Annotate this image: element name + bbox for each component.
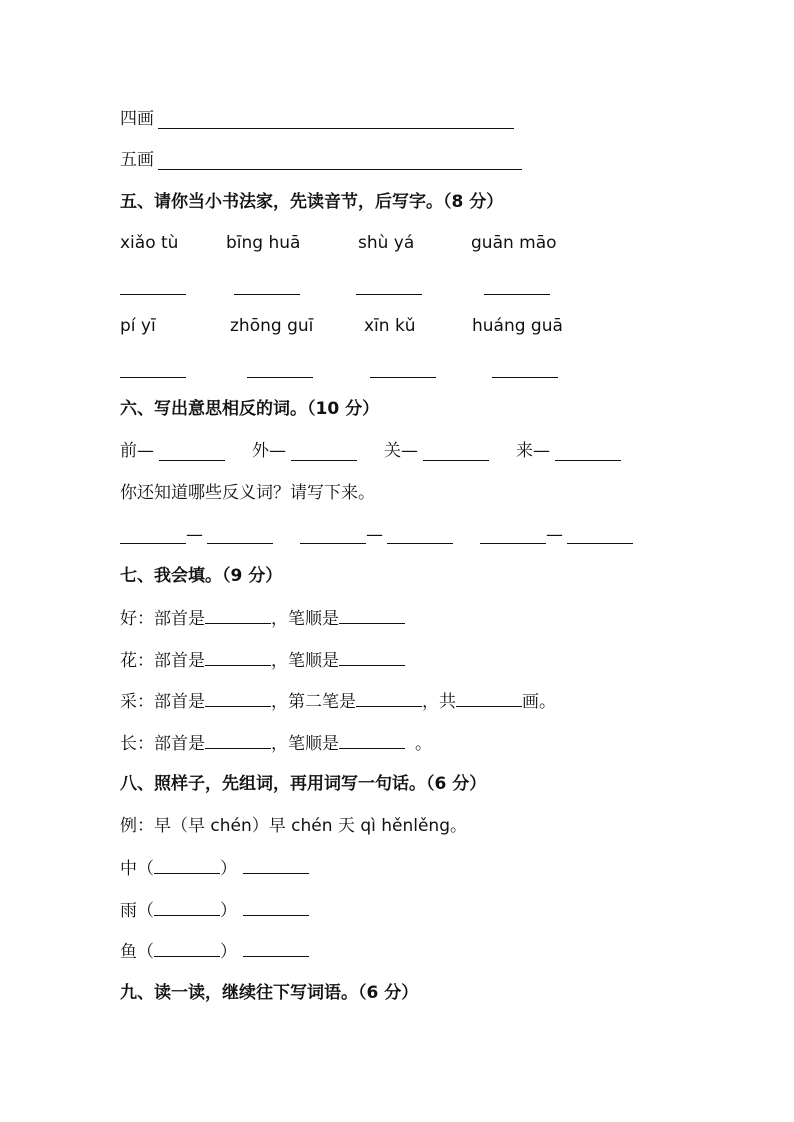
pinyin: guān māo <box>471 233 557 253</box>
paren-close: ） <box>220 901 237 921</box>
section-heading: 八、照样子，先组词，再用词写一句话。（6 分） <box>120 774 487 794</box>
pinyin: pí yī <box>120 316 156 336</box>
pinyin: zhōng guī <box>230 316 314 336</box>
fill-text: 笔顺是 <box>288 734 339 754</box>
paren-close: ） <box>220 942 237 962</box>
pinyin: bīng huā <box>226 233 301 253</box>
fill-text: 共 <box>439 692 456 712</box>
antonym-prompt: 关— <box>384 441 418 461</box>
answer-line[interactable] <box>120 294 186 295</box>
answer-blank[interactable] <box>243 897 309 916</box>
answer-blank[interactable] <box>205 688 271 707</box>
antonym-prompt: 外— <box>252 441 286 461</box>
fill-row <box>120 688 556 715</box>
answer-line[interactable] <box>158 169 522 170</box>
answer-line[interactable] <box>158 128 514 129</box>
answer-blank[interactable] <box>154 897 220 916</box>
section-heading: 七、我会填。（9 分） <box>120 566 283 586</box>
answer-line[interactable] <box>291 460 357 461</box>
answer-blank[interactable] <box>205 647 271 666</box>
fill-text: ， <box>271 692 288 712</box>
answer-blank[interactable] <box>243 938 309 957</box>
answer-line[interactable] <box>370 377 436 378</box>
fill-text: 笔顺是 <box>288 609 339 629</box>
fill-text: 。 <box>415 734 432 754</box>
answer-line[interactable] <box>555 460 621 461</box>
answer-blank[interactable] <box>243 855 309 874</box>
answer-line[interactable] <box>480 543 546 544</box>
dash: — <box>366 525 383 545</box>
word-row <box>120 897 309 924</box>
answer-blank[interactable] <box>154 855 220 874</box>
section-heading: 五、请你当小书法家，先读音节，后写字。（8 分） <box>120 192 504 212</box>
answer-blank[interactable] <box>356 688 422 707</box>
pinyin: xīn kǔ <box>364 316 416 336</box>
answer-line[interactable] <box>423 460 489 461</box>
paren-close: ） <box>220 859 237 879</box>
antonym-prompt: 前— <box>120 441 154 461</box>
section-heading: 九、读一读，继续往下写词语。（6 分） <box>120 983 419 1003</box>
answer-line[interactable] <box>234 294 300 295</box>
fill-row <box>120 605 405 632</box>
stroke-label: 五画 <box>120 150 154 170</box>
fill-text: 部首是 <box>154 609 205 629</box>
fill-text: 部首是 <box>154 651 205 671</box>
pinyin: huáng guā <box>472 316 563 336</box>
fill-text: ， <box>422 692 439 712</box>
section-heading: 六、写出意思相反的词。（10 分） <box>120 399 380 419</box>
answer-line[interactable] <box>120 543 186 544</box>
answer-blank[interactable] <box>154 938 220 957</box>
fill-text: 部首是 <box>154 734 205 754</box>
answer-line[interactable] <box>356 294 422 295</box>
fill-text: ， <box>271 609 288 629</box>
answer-line[interactable] <box>567 543 633 544</box>
answer-line[interactable] <box>484 294 550 295</box>
answer-blank[interactable] <box>339 605 405 624</box>
answer-blank[interactable] <box>205 730 271 749</box>
char-label: 长： <box>120 734 154 754</box>
fill-row <box>120 647 405 674</box>
stroke-label: 四画 <box>120 109 154 129</box>
pinyin: xiǎo tù <box>120 233 179 253</box>
dash: — <box>546 525 563 545</box>
antonym-prompt: 来— <box>516 441 550 461</box>
dash: — <box>186 525 203 545</box>
question-text: 你还知道哪些反义词？请写下来。 <box>120 483 375 503</box>
stroke-row-four <box>120 106 154 132</box>
fill-text: ， <box>271 651 288 671</box>
answer-line[interactable] <box>207 543 273 544</box>
char-label: 采： <box>120 692 154 712</box>
answer-blank[interactable] <box>456 688 522 707</box>
fill-text: 部首是 <box>154 692 205 712</box>
char-label: 中（ <box>120 859 154 879</box>
pinyin: shù yá <box>358 233 415 253</box>
fill-row <box>120 730 432 757</box>
answer-blank[interactable] <box>205 605 271 624</box>
word-row <box>120 938 309 965</box>
answer-line[interactable] <box>247 377 313 378</box>
answer-blank[interactable] <box>339 730 405 749</box>
answer-line[interactable] <box>492 377 558 378</box>
char-label: 花： <box>120 651 154 671</box>
char-label: 雨（ <box>120 901 154 921</box>
answer-line[interactable] <box>120 377 186 378</box>
answer-line[interactable] <box>300 543 366 544</box>
word-row <box>120 855 309 882</box>
fill-text: 第二笔是 <box>288 692 356 712</box>
example-text: 例：早（早 chén）早 chén 天 qì hěnlěng。 <box>120 816 467 836</box>
fill-text: 笔顺是 <box>288 651 339 671</box>
answer-line[interactable] <box>159 460 225 461</box>
fill-text: 画。 <box>522 692 556 712</box>
char-label: 好： <box>120 609 154 629</box>
answer-line[interactable] <box>387 543 453 544</box>
fill-text: ， <box>271 734 288 754</box>
answer-blank[interactable] <box>339 647 405 666</box>
char-label: 鱼（ <box>120 942 154 962</box>
stroke-row-five <box>120 147 154 173</box>
